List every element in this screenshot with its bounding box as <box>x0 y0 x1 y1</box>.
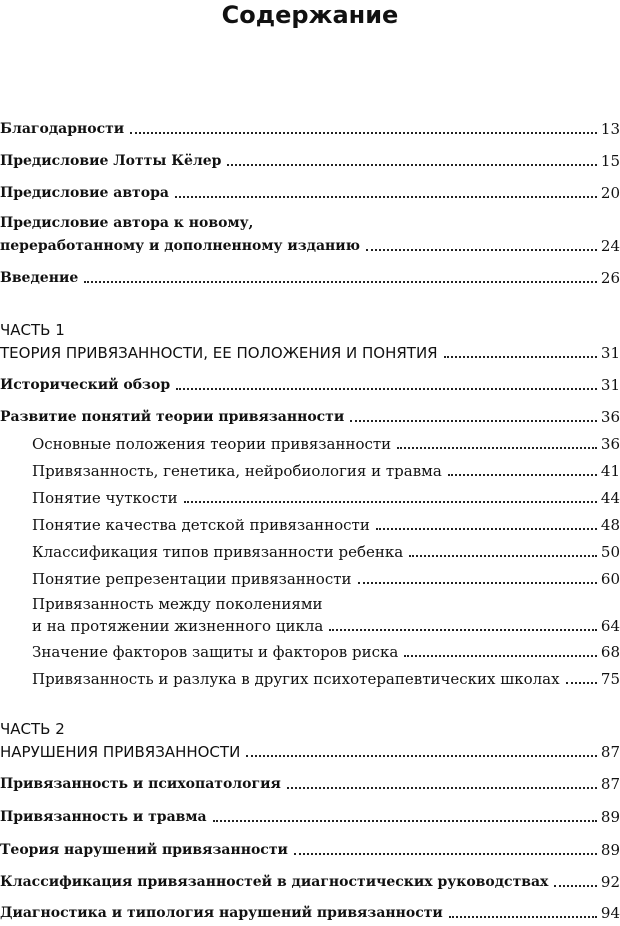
toc-entry-page: 26 <box>600 269 620 287</box>
toc-entry-label: Предисловие Лотты Кёлер <box>0 153 222 169</box>
toc-subentry[interactable] <box>0 486 620 508</box>
toc-entry-page: 92 <box>600 873 620 891</box>
leader-dots <box>358 582 597 584</box>
leader-dots <box>409 555 597 557</box>
toc-entry-foreword-koehler[interactable] <box>0 149 620 171</box>
leader-dots <box>366 249 597 251</box>
leader-dots <box>448 474 597 476</box>
leader-dots <box>294 853 597 855</box>
toc-entry-page: 24 <box>600 237 620 255</box>
toc-entry-page: 44 <box>600 489 620 507</box>
toc-entry-page: 20 <box>600 184 620 202</box>
toc-entry-diagnostics[interactable] <box>0 901 620 923</box>
toc-entry-label: Исторический обзор <box>0 377 171 393</box>
part-2-label: ЧАСТЬ 2 <box>0 720 65 738</box>
leader-dots <box>350 420 597 422</box>
page-title: Содержание <box>221 1 399 29</box>
toc-entry-label: ТЕОРИЯ ПРИВЯЗАННОСТИ, ЕЕ ПОЛОЖЕНИЯ И ПОНЯТИЯ <box>0 344 438 362</box>
toc-entry-page: 31 <box>600 344 620 362</box>
leader-dots <box>184 501 597 503</box>
leader-dots <box>329 629 597 631</box>
toc-entry-label: Основные положения теории привязанности <box>32 435 392 453</box>
toc-entry-page: 87 <box>600 743 620 761</box>
toc-entry-label: Значение факторов защиты и факторов риска <box>32 643 399 661</box>
leader-dots <box>554 885 597 887</box>
toc-entry-label: Понятие качества детской привязанности <box>32 516 370 534</box>
toc-subentry[interactable] <box>0 640 620 662</box>
toc-entry-page: 36 <box>600 408 620 426</box>
toc-subentry[interactable] <box>0 432 620 454</box>
toc-entry-historical-overview[interactable] <box>0 373 620 395</box>
leader-dots <box>444 356 597 358</box>
toc-entry-psychopathology[interactable] <box>0 772 620 794</box>
leader-dots <box>397 447 597 449</box>
toc-subentry[interactable] <box>0 567 620 589</box>
part-1-label: ЧАСТЬ 1 <box>0 321 65 339</box>
leader-dots <box>246 755 597 757</box>
toc-entry-page: 60 <box>600 570 620 588</box>
toc-entry-concepts-development[interactable] <box>0 405 620 427</box>
leader-dots <box>376 528 597 530</box>
toc-entry-label: Теория нарушений привязанности <box>0 842 288 858</box>
toc-entry-page: 64 <box>600 617 620 635</box>
toc-entry-page: 41 <box>600 462 620 480</box>
toc-entry-page: 75 <box>600 670 620 688</box>
toc-subentry[interactable] <box>0 459 620 481</box>
toc-entry-part-2[interactable] <box>0 740 620 762</box>
toc-entry-label: НАРУШЕНИЯ ПРИВЯЗАННОСТИ <box>0 743 241 761</box>
toc-entry-label: Классификация привязанностей в диагностических руководствах <box>0 874 549 890</box>
toc-entry-label: Классификация типов привязанности ребенка <box>32 543 404 561</box>
leader-dots <box>84 281 597 283</box>
toc-entry-label: переработанному и дополненному изданию <box>0 238 361 254</box>
toc-entry-page: 87 <box>600 775 620 793</box>
toc-entry-page: 89 <box>600 808 620 826</box>
toc-entry-page: 13 <box>600 120 620 138</box>
toc-entry-author-preface[interactable] <box>0 181 620 203</box>
toc-entry-label: Благодарности <box>0 121 125 137</box>
toc-entry-new-edition-preface[interactable] <box>0 234 620 256</box>
toc-entry-label: и на протяжении жизненного цикла <box>32 617 324 635</box>
toc-entry-disorders-theory[interactable] <box>0 838 620 860</box>
toc-subentry[interactable] <box>0 614 620 636</box>
leader-dots <box>449 916 597 918</box>
toc-entry-page: 48 <box>600 516 620 534</box>
toc-entry-label: Предисловие автора <box>0 185 169 201</box>
toc-entry-acknowledgements[interactable] <box>0 117 620 139</box>
toc-entry-label: Развитие понятий теории привязанности <box>0 409 345 425</box>
toc-entry-label: Диагностика и типология нарушений привязанности <box>0 905 443 921</box>
leader-dots <box>566 682 597 684</box>
toc-entry-label-line1: Привязанность между поколениями <box>32 595 323 613</box>
leader-dots <box>130 132 597 134</box>
leader-dots <box>227 164 596 166</box>
toc-entry-page: 31 <box>600 376 620 394</box>
leader-dots <box>213 820 597 822</box>
toc-entry-part-1[interactable] <box>0 341 620 363</box>
toc-subentry[interactable] <box>0 540 620 562</box>
toc-entry-label: Привязанность и травма <box>0 809 207 825</box>
toc-entry-trauma[interactable] <box>0 805 620 827</box>
toc-entry-label: Привязанность и разлука в других психотерапевтических школах <box>32 670 560 688</box>
toc-entry-introduction[interactable] <box>0 266 620 288</box>
toc-entry-label: Введение <box>0 270 79 286</box>
leader-dots <box>175 196 597 198</box>
toc-entry-page: 50 <box>600 543 620 561</box>
leader-dots <box>404 655 597 657</box>
toc-subentry[interactable] <box>0 513 620 535</box>
toc-entry-label: Привязанность и психопатология <box>0 776 281 792</box>
toc-entry-page: 36 <box>600 435 620 453</box>
toc-entry-label: Понятие чуткости <box>32 489 178 507</box>
toc-entry-classification[interactable] <box>0 870 620 892</box>
toc-entry-page: 68 <box>600 643 620 661</box>
toc-entry-page: 94 <box>600 904 620 922</box>
toc-entry-label: Понятие репрезентации привязанности <box>32 570 352 588</box>
leader-dots <box>287 787 597 789</box>
toc-subentry[interactable] <box>0 667 620 689</box>
toc-entry-page: 15 <box>600 152 620 170</box>
toc-entry-page: 89 <box>600 841 620 859</box>
toc-entry-label-line1: Предисловие автора к новому, <box>0 215 254 231</box>
leader-dots <box>176 388 597 390</box>
toc-entry-label: Привязанность, генетика, нейробиология и травма <box>32 462 442 480</box>
